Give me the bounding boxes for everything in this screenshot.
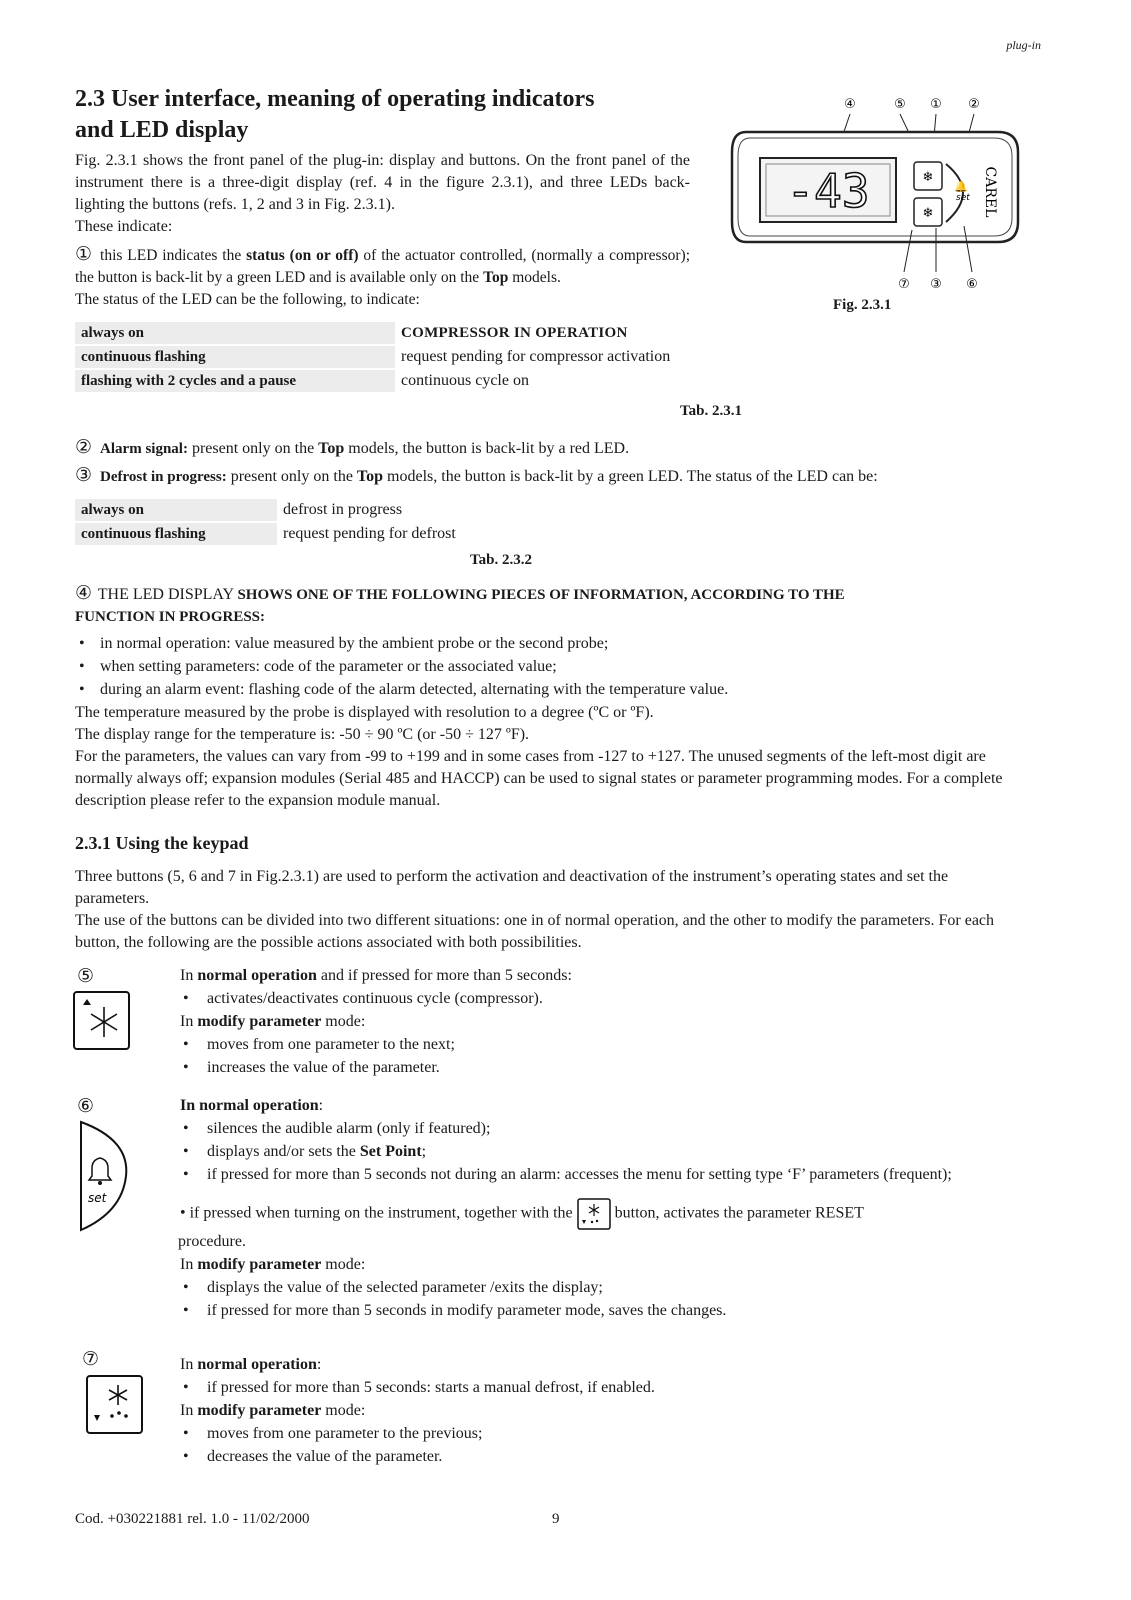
led1-end: models. (508, 269, 561, 286)
led3-post: models, the button is back-lit by a green LED. The status of the LED can be: (383, 468, 878, 485)
intro-paragraph (75, 150, 690, 238)
callout-top-4: ④ (844, 97, 856, 112)
led2-number-icon: ② (75, 436, 93, 458)
led4-resolution: The temperature measured by the probe is displayed with resolution to a degree (ºC or ºF). (75, 704, 654, 721)
fig-set-label: set (956, 193, 970, 203)
led4-params: For the parameters, the values can vary from -99 to +199 and in some cases from -127 to +127. The unused segments of the left-most digit are normally always off; expansion modules (Serial 485 and HACCP) can be used to signal states or parameter programming modes. For a complete description please refer to the expansion module manual. (75, 748, 1003, 809)
led1-top: Top (483, 269, 509, 286)
list-item: • displays the value of the selected parameter /exits the display; (180, 1276, 1000, 1299)
list-item: • decreases the value of the parameter. (180, 1445, 655, 1468)
button6-set-label: set (88, 1191, 107, 1205)
table-key: continuous flashing (75, 523, 277, 545)
keypad-intro (75, 866, 1025, 954)
table1-caption: Tab. 2.3.1 (680, 403, 742, 419)
led4-heading (75, 582, 1075, 628)
button7-number-icon: ⑦ (82, 1348, 100, 1370)
button6-description: In normal operation: • silences the audible alarm (only if featured); • displays and/or sets the Set Point; • if pressed for more than 5 seconds not during an alarm: accesses the menu for setting type ‘F’ parameters (frequent); • if pressed when turning on the instrument, together with the button, activates the parameter RESET procedure. In modify parameter mode: • displays the value of the selected parameter /exits the display; • if pressed for more than 5 seconds in modify parameter mode, saves the changes. (180, 1094, 1000, 1322)
led3-paragraph (75, 464, 1075, 488)
list-item: • when setting parameters: code of the parameter or the associated value; (75, 655, 1075, 678)
table-value: COMPRESSOR IN OPERATION (401, 324, 628, 341)
led4-lead: THE LED DISPLAY (94, 586, 238, 603)
list-item: • moves from one parameter to the next; (180, 1033, 572, 1056)
list-item: • activates/deactivates continuous cycle (compressor). (180, 987, 572, 1010)
table-led1-status (75, 320, 676, 394)
led1-status: The status of the LED can be the following, to indicate: (75, 291, 420, 308)
table-row (75, 370, 676, 392)
table-led3-status (75, 497, 462, 547)
led1-pre: this LED indicates the (100, 247, 247, 264)
footer-page-number: 9 (552, 1511, 560, 1527)
button6-number-icon: ⑥ (77, 1095, 95, 1117)
led1-bold: status (on or off) (246, 247, 359, 264)
callout-bottom-3: ③ (930, 277, 942, 292)
led2-pre: present only on the (187, 440, 319, 457)
led4-bold-line2: FUNCTION IN PROGRESS: (75, 609, 266, 625)
led4-bold-line1: SHOWS ONE OF THE FOLLOWING PIECES OF INFORMATION, ACCORDING TO THE (237, 587, 845, 603)
table-key: always on (75, 322, 395, 344)
led3-top: Top (356, 468, 384, 485)
led3-pre: present only on the (226, 468, 357, 485)
keypad-title: 2.3.1 Using the keypad (75, 833, 249, 853)
table-row (75, 523, 462, 545)
table-key: flashing with 2 cycles and a pause (75, 370, 395, 392)
list-item: • silences the audible alarm (only if featured); (180, 1117, 1000, 1140)
button5-number-icon: ⑤ (77, 965, 95, 987)
these-indicate: These indicate: (75, 218, 173, 235)
table-value: continuous cycle on (401, 372, 529, 389)
callout-top-5: ⑤ (894, 97, 906, 112)
table-value: request pending for defrost (283, 525, 456, 542)
table-row (75, 322, 676, 344)
led4-range: The display range for the temperature is: -50 ÷ 90 ºC (or -50 ÷ 127 ºF). (75, 726, 530, 743)
table-key: continuous flashing (75, 346, 395, 368)
button7-description: In normal operation: • if pressed for more than 5 seconds: starts a manual defrost, if enabled. In modify parameter mode: • moves from one parameter to the previous; • decreases the value of the parameter. (180, 1353, 655, 1468)
callout-top-2: ② (968, 97, 980, 112)
fig-bell-symbol: 🔔 (954, 180, 968, 193)
table-row (75, 346, 676, 368)
button5-description: In normal operation and if pressed for more than 5 seconds: • activates/deactivates continuous cycle (compressor). In modify parameter mode: • moves from one parameter to the next; • increases the value of the parameter. (180, 964, 572, 1079)
led3-number-icon: ③ (75, 464, 93, 486)
callout-top-1: ① (930, 97, 942, 112)
list-item: • increases the value of the parameter. (180, 1056, 572, 1079)
list-item: • during an alarm event: flashing code of the alarm detected, alternating with the temperature value. (75, 678, 1075, 701)
button7-down-defrost-icon (86, 1375, 144, 1440)
fig-brand: CAREL (982, 166, 998, 218)
led3-bold: Defrost in progress: (100, 469, 227, 485)
led1-number-icon: ① (75, 243, 93, 265)
intro-text: Fig. 2.3.1 shows the front panel of the plug-in: display and buttons. On the front panel of the instrument there is a three-digit display (ref. 4 in the figure 2.3.1), and three LEDs back-lighting the buttons (refs. 1, 2 and 3 in Fig. 2.3.1). (75, 152, 690, 213)
led4-details (75, 702, 1020, 812)
led4-number-icon: ④ (75, 582, 93, 604)
list-item: • if pressed when turning on the instrument, together with the button, activates the parameter RESET (180, 1198, 1000, 1230)
section-title (75, 84, 695, 146)
fig-btn7-symbol: ❄ (922, 206, 934, 221)
led2-bold: Alarm signal: (100, 441, 188, 457)
inline-defrost-button-icon (577, 1198, 611, 1230)
list-item: • moves from one parameter to the previous; (180, 1422, 655, 1445)
led2-post: models, the button is back-lit by a red LED. (344, 440, 630, 457)
section-title-line1: 2.3 User interface, meaning of operating indicators (75, 86, 595, 112)
led1-post: of the actuator controlled, (normally a compressor); the button is back-lit by a green LED and is available only on the (75, 247, 691, 286)
display-digits: -43 (786, 164, 870, 218)
list-item: • displays and/or sets the Set Point; (180, 1140, 1000, 1163)
list-item: • if pressed for more than 5 seconds: starts a manual defrost, if enabled. (180, 1376, 655, 1399)
table2-caption: Tab. 2.3.2 (470, 552, 532, 568)
keypad-intro2: The use of the buttons can be divided into two different situations: one in of normal operation, and the other to modify the parameters. For each button, the following are the possible actions associated with both possibilities. (75, 912, 995, 951)
callout-bottom-7: ⑦ (898, 277, 910, 292)
header-brand: plug-in (1006, 38, 1041, 52)
list-item-continued: procedure. (178, 1233, 246, 1250)
list-item: • if pressed for more than 5 seconds not during an alarm: accesses the menu for setting type ‘F’ parameters (frequent); (180, 1163, 1000, 1186)
table-value: request pending for compressor activation (401, 348, 671, 365)
led4-bullets (75, 632, 1075, 701)
figure-caption: Fig. 2.3.1 (833, 297, 892, 313)
callout-bottom-6: ⑥ (966, 277, 978, 292)
list-item: • in normal operation: value measured by the ambient probe or the second probe; (75, 632, 1075, 655)
front-panel-drawing (728, 92, 1028, 292)
table-value: defrost in progress (283, 501, 403, 518)
keypad-intro1: Three buttons (5, 6 and 7 in Fig.2.3.1) are used to perform the activation and deactivation of the instrument’s operating states and set the parameters. (75, 868, 949, 907)
button6-set-bell-icon (78, 1120, 130, 1237)
led2-top: Top (318, 440, 345, 457)
fig-btn5-symbol: ❄ (922, 170, 934, 185)
led1-paragraph (75, 243, 690, 311)
led2-paragraph (75, 436, 1075, 460)
section-title-line2: and LED display (75, 117, 249, 143)
front-panel-figure (728, 92, 1028, 292)
button5-up-snowflake-icon (73, 991, 131, 1056)
table-row (75, 499, 462, 521)
table-key: always on (75, 499, 277, 521)
footer-code: Cod. +030221881 rel. 1.0 - 11/02/2000 (75, 1511, 310, 1527)
list-item: • if pressed for more than 5 seconds in modify parameter mode, saves the changes. (180, 1299, 1000, 1322)
